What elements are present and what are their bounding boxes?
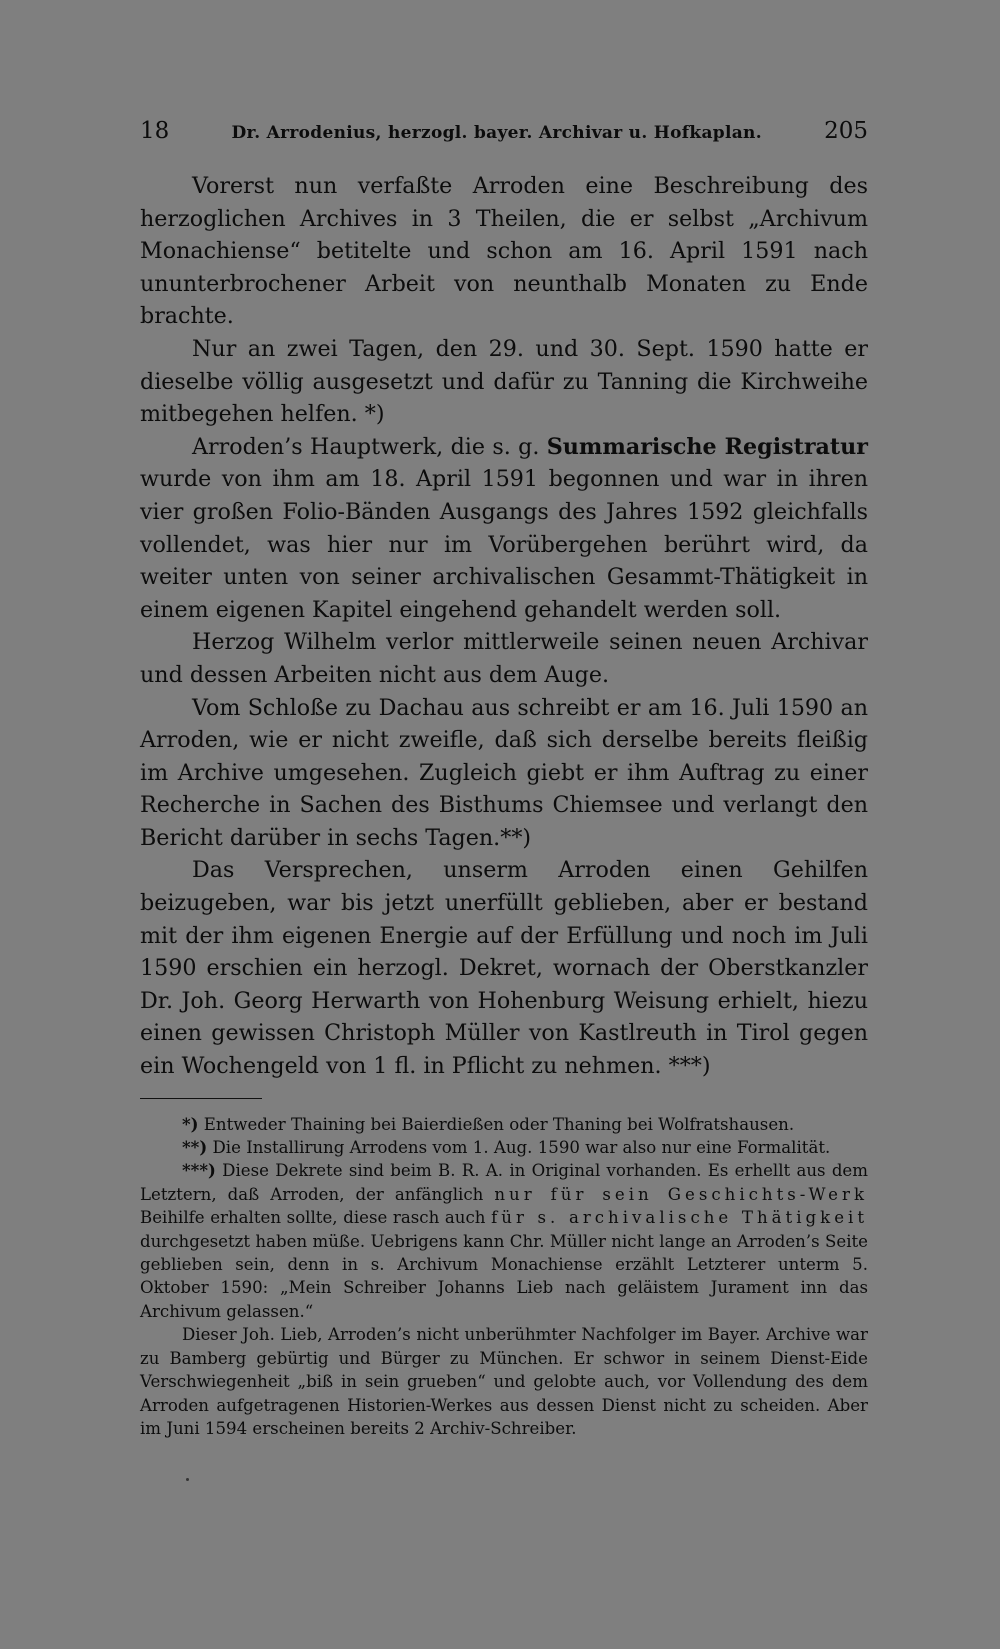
running-title: Dr. Arrodenius, herzogl. bayer. Archivar u. Hofkaplan. <box>231 123 762 143</box>
footnote-divider <box>140 1098 262 1099</box>
paragraph-1: Vorerst nun verfaßte Arroden eine Beschreibung des herzoglichen Archives in 3 Theilen, die er selbst „Archivum Monachiense“ betitelte und schon am 16. April 1591 nach ununterbrochener Arbeit von neunthalb Monaten zu Ende brachte. <box>140 173 868 330</box>
footnote-2-text: Die Installirung Arrodens vom 1. Aug. 1590 war also nur eine Formalität. <box>207 1138 831 1158</box>
footnote-3-text-a: Diese Dekrete sind beim B. R. A. in Original vorhanden. Es erhellt aus dem Letztern, daß Arroden, der anfänglich <box>140 1161 868 1204</box>
footnote-3-spaced-1: nur für sein Geschichts-Werk <box>494 1184 868 1204</box>
footnotes <box>140 1113 868 1441</box>
right-page-number: 205 <box>824 118 868 144</box>
book-page <box>140 118 868 1440</box>
footnote-4: Dieser Joh. Lieb, Arroden’s nicht unberühmter Nachfolger im Bayer. Archive war zu Bamberg gebürtig und Bürger zu München. Er schwor in seinem Dienst-Eide Verschwiegenheit „biß in sein grueben“ und gelobte auch, vor Vollendung des dem Arroden aufgetragenen Historien-Werkes aus dessen Dienst nicht zu scheiden. Aber im Juni 1594 erscheinen bereits 2 Archiv-Schreiber. <box>140 1325 868 1438</box>
paragraph-3 <box>140 431 868 627</box>
paragraph-5: Vom Schloße zu Dachau aus schreibt er am 16. Juli 1590 an Arroden, wie er nicht zweifle, daß sich derselbe bereits fleißig im Archive umgesehen. Zugleich giebt er ihm Auftrag zu einer Recherche in Sachen des Bisthums Chiemsee und verlangt den Bericht darüber in sechs Tagen.**) <box>140 694 868 851</box>
footnote-1 <box>140 1113 868 1136</box>
bold-term-summarische-registratur: Summarische Registratur <box>546 433 868 460</box>
paragraph-6: Das Versprechen, unserm Arroden einen Gehilfen beizugeben, war bis jetzt unerfüllt geblieben, aber er bestand mit der ihm eigenen Energie auf der Erfüllung und noch im Juli 1590 erschien ein herzogl. Dekret, wornach der Oberstkanzler Dr. Joh. Georg Herwarth von Hohenburg Weisung erhielt, hiezu einen gewissen Christoph Müller von Kastlreuth in Tirol gegen ein Wochengeld von 1 fl. in Pflicht zu nehmen. ***) <box>140 857 868 1080</box>
footnote-3-text-c: durchgesetzt haben müße. Uebrigens kann Chr. Müller nicht lange an Arroden’s Seite geblieben sein, denn in s. Archivum Monachiense erzählt Letzterer unterm 5. Oktober 1590: „Mein Schreiber Johanns Lieb nach geläistem Jurament inn das Archivum gelassen.“ <box>140 1231 868 1321</box>
footnote-2 <box>140 1136 868 1159</box>
paragraph-4: Herzog Wilhelm verlor mittlerweile seinen neuen Archivar und dessen Arbeiten nicht aus dem Auge. <box>140 629 868 688</box>
main-text <box>140 170 868 1083</box>
footnote-3-spaced-2: für s. archivalische Thätigkeit <box>491 1208 868 1228</box>
paragraph-2: Nur an zwei Tagen, den 29. und 30. Sept. 1590 hatte er dieselbe völlig ausgesetzt und dafür zu Tanning die Kirchweihe mitbegehen helfen. *) <box>140 335 868 428</box>
paragraph-3-start: Arroden’s Hauptwerk, die s. g. <box>192 433 547 460</box>
paragraph-3-end: wurde von ihm am 18. April 1591 begonnen und war in ihren vier großen Folio-Bänden Ausgangs des Jahres 1592 gleichfalls vollendet, was hier nur im Vorübergehen berührt wird, da weiter unten von seiner archivalischen Gesammt-Thätigkeit in einem eigenen Kapitel eingehend gehandelt werden soll. <box>140 466 868 623</box>
left-page-number: 18 <box>140 118 170 144</box>
page-header <box>140 118 868 158</box>
footnote-3-mark: ***) <box>182 1160 216 1181</box>
footnote-2-mark: **) <box>182 1137 208 1158</box>
footnote-1-text: Entweder Thaining bei Baierdießen oder Thaning bei Wolfratshausen. <box>198 1114 795 1134</box>
footnote-3 <box>140 1159 868 1323</box>
footnote-1-mark: *) <box>182 1113 199 1134</box>
footnote-3-text-b: Beihilfe erhalten sollte, diese rasch auch <box>140 1208 492 1228</box>
speck-mark <box>186 1478 189 1481</box>
